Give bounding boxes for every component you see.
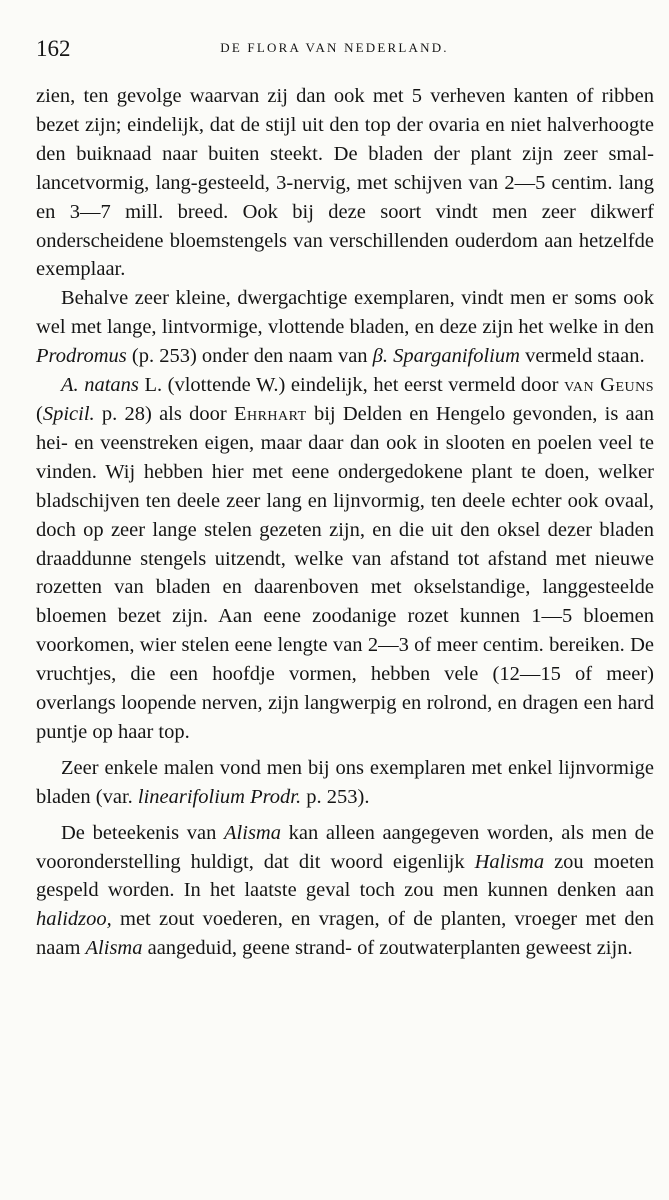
paragraph-3-text-b: L. (vlottende W.) eindelijk, het eerst vermeld door [144, 374, 559, 397]
paragraph-2-text-c: (p. 253) onder den naam van [131, 345, 368, 368]
paragraph-1: zien, ten gevolge waarvan zij dan ook met 5 verheven kanten of ribben bezet zijn; eindelijk, dat de stijl uit den top der ovaria en niet halverhoogte den buiknaad naar buiten steekt. De bladen der plant zijn zeer smal-lancetvormig, lang-gesteeld, 3-nervig, met schijven van 2—5 centim. lang en 3—7 mill. breed. Ook bij deze soort vindt men zeer dikwerf onderscheidene bloemstengels van verschillenden ouderdom aan hetzelfde exemplaar. [36, 85, 654, 281]
paragraph-5-text-a: De beteekenis van [61, 821, 217, 844]
paragraph-2 [36, 284, 654, 371]
variety-linearifolium: linearifolium Prodr. [137, 785, 302, 808]
author-ehrhart: Ehrhart [233, 402, 307, 425]
paragraph-4 [36, 754, 654, 812]
genus-halisma: Halisma [474, 850, 545, 873]
genus-alisma: Alisma [224, 821, 281, 844]
page-number: 162 [36, 36, 71, 61]
paragraph-5 [36, 819, 654, 964]
page-header [36, 36, 633, 66]
paragraph-3 [36, 371, 654, 747]
paragraph-5-text-i: aangeduid, geene strand- of zoutwaterplanten geweest zijn. [147, 937, 633, 960]
genus-alisma-2: Alisma [85, 937, 143, 960]
running-title: DE FLORA VAN NEDERLAND. [220, 40, 449, 55]
paragraph-5-text-e: zou moeten gespeld worden. In het laatste geval toch zou men kunnen denken aan [36, 850, 655, 902]
species-name-natans: A. natans [61, 374, 139, 397]
paragraph-3-text-f: p. 28) als door [101, 402, 227, 425]
paragraph-3-paren: ( [36, 402, 43, 425]
paragraph-5-text-c: kan alleen aangegeven worden, als men de vooronderstelling huldigt, dat dit woord eigenlijk [36, 821, 654, 873]
spicil-ref: Spicil. [42, 402, 95, 425]
prodromus-ref: Prodromus [36, 345, 127, 368]
variety-sparganifolium: β. Sparganifolium [372, 345, 520, 368]
paragraph-3-text-h: bij Delden en Hengelo gevonden, is aan hei- en veenstreken eigen, maar daar dan ook in slooten en poelen veel te vinden. Wij hebben hier met eene ondergedokene plant te doen, welker bladschijven ten deele zeer lang en lijnvormig, ten deele echter ook ovaal, doch op zeer lange stelen gezeten zijn, en die uit den oksel dezer bladen draaddunne stengels uitzendt, welke van afstand tot afstand met nieuwe rozetten van bladen en daarenboven met okselstandige, langgesteelde bloemen bezet zijn. Aan eene zoodanige rozet kunnen 1—5 bloemen voorkomen, wier stelen eene lengte van 2—3 of meer centim. bereiken. De vruchtjes, die een hoofdje vormen, hebben vele (12—15 of meer) overlangs loopende nerven, zijn langwerpig en rolrond, en dragen een hard puntje op haar top. [36, 402, 654, 743]
paragraph-4-text-c: p. 253). [306, 785, 370, 808]
author-van-geuns: van Geuns [564, 374, 655, 397]
body-text [36, 82, 654, 963]
paragraph-5-text-g: met zout voederen, en vragen, of de planten, vroeger met den naam [36, 908, 654, 960]
paragraph-2-text-a: Behalve zeer kleine, dwergachtige exemplaren, vindt men er soms ook wel met lange, lintvormige, vlottende bladen, en deze zijn het welke in den [36, 287, 654, 339]
paragraph-4-text-a: Zeer enkele malen vond men bij ons exemplaren met enkel lijnvormige bladen (var. [36, 756, 654, 808]
paragraph-2-text-e: vermeld staan. [525, 345, 645, 368]
greek-halidzoo: halidzoo, [36, 908, 112, 931]
